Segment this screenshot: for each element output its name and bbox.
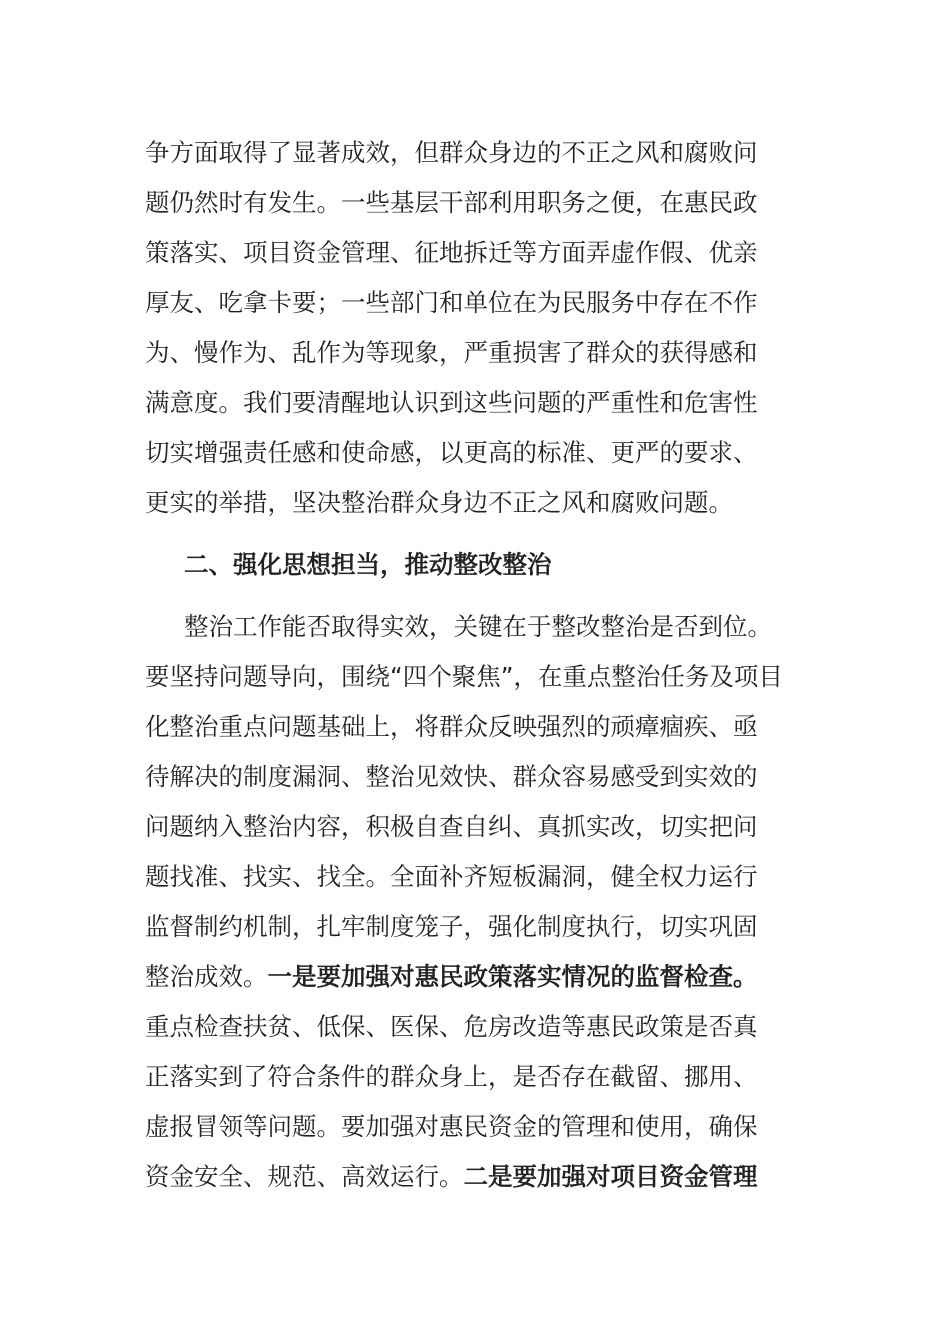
text-line: 重点检查扶贫、低保、医保、危房改造等惠民政策是否真 — [145, 1012, 758, 1041]
bold-text-run: 一是要加强对惠民政策落实情况的监督检查。 — [267, 962, 758, 991]
text-line: 题找准、找实、找全。全面补齐短板漏洞，健全权力运行 — [145, 862, 758, 891]
text-line: 正落实到了符合条件的群众身上，是否存在截留、挪用、 — [145, 1062, 758, 1091]
text-line: 虚报冒领等问题。要加强对惠民资金的管理和使用，确保 — [145, 1112, 758, 1141]
text-line-mixed — [145, 1152, 805, 1202]
text-line: 争方面取得了显著成效，但群众身边的不正之风和腐败问 — [145, 138, 758, 167]
spacer — [145, 528, 805, 540]
text-line: 整治工作能否取得实效，关键在于整改整治是否到位。 — [184, 612, 772, 641]
paragraph-2 — [145, 602, 805, 1202]
text-line: 厚友、吃拿卡要；一些部门和单位在为民服务中存在不作 — [145, 288, 758, 317]
section-heading: 二、强化思想担当，推动整改整治 — [184, 550, 552, 579]
text-line: 策落实、项目资金管理、征地拆迁等方面弄虚作假、优亲 — [145, 238, 758, 267]
document-body — [145, 128, 805, 1202]
text-line: 要坚持问题导向，围绕“四个聚焦”，在重点整治任务及项目 — [145, 662, 783, 691]
text-line: 切实增强责任感和使命感，以更高的标准、更严的要求、 — [145, 438, 758, 467]
text-run: 资金安全、规范、高效运行。 — [145, 1162, 464, 1191]
bold-text-run: 二是要加强对项目资金管理 — [463, 1162, 758, 1191]
text-line: 满意度。我们要清醒地认识到这些问题的严重性和危害性 — [145, 388, 758, 417]
text-line: 监督制约机制，扎牢制度笼子，强化制度执行，切实巩固 — [145, 912, 758, 941]
text-line: 更实的举措，坚决整治群众身边不正之风和腐败问题。 — [145, 488, 733, 517]
text-line: 待解决的制度漏洞、整治见效快、群众容易感受到实效的 — [145, 762, 758, 791]
text-line: 化整治重点问题基础上，将群众反映强烈的顽瘴痼疾、亟 — [145, 712, 758, 741]
text-line: 为、慢作为、乱作为等现象，严重损害了群众的获得感和 — [145, 338, 758, 367]
text-line: 问题纳入整治内容，积极自查自纠、真抓实改，切实把问 — [145, 812, 758, 841]
text-line-mixed — [145, 952, 805, 1002]
paragraph-1 — [145, 128, 805, 528]
text-line: 题仍然时有发生。一些基层干部利用职务之便，在惠民政 — [145, 188, 758, 217]
spacer — [145, 590, 805, 602]
text-run: 整治成效。 — [145, 962, 268, 991]
